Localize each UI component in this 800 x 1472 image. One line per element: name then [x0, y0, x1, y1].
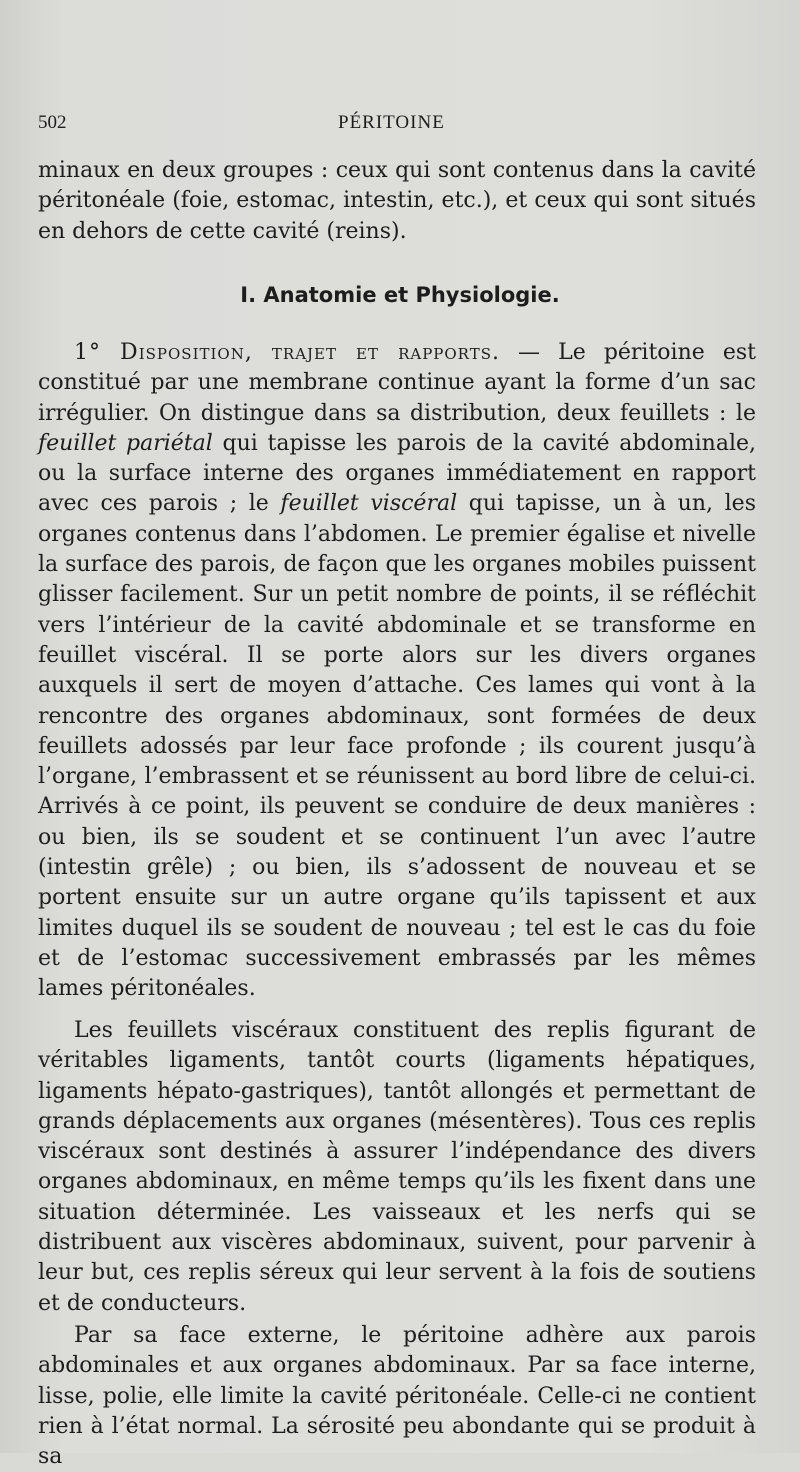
- paragraph-continuation: [38, 156, 756, 247]
- paragraph-text: Les feuillets viscéraux constituent des replis figurant de véritables ligaments, tantôt courts (ligaments hépatiques, ligaments hépato-gastriques), tantôt allongés et permettant de grands déplacements aux organes (mésentères). Tous ces replis viscéraux sont destinés à assurer l’indépendance des divers organes abdominaux, en même temps qu’ils les fixent dans une situation déterminée. Les vaisseaux et les nerfs qui se distribuent aux viscères abdominaux, suivent, pour parvenir à leur but, ces replis séreux qui leur servent à la fois de soutiens et de conducteurs.: [38, 1018, 756, 1316]
- text-run: qui tapisse, un à un, les organes contenus dans l’abdomen. Le premier égalise et nivelle la surface des parois, de façon que les organes mobiles puissent glisser facilement. Sur un petit nombre de points, il se réfléchit vers l’intérieur de la cavité abdominale et se transforme en feuillet viscéral. Il se porte alors sur les divers organes auxquels il sert de moyen d’attache. Ces lames qui vont à la rencontre des organes abdominaux, sont formées de deux feuillets adossés par leur face profonde ; ils courent jusqu’à l’organe, l’embrassent et se réunissent au bord libre de celui-ci. Arrivés à ce point, ils peuvent se conduire de deux manières : ou bien, ils se soudent et se continuent l’un avec l’autre (intestin grêle) ; ou bien, ils s’adossent de nouveau et se portent ensuite sur un autre organe qu’ils tapissent et aux limites duquel ils se soudent de nouveau ; tel est le cas du foie et de l’estomac successivement embrassés par les mêmes lames péritonéales.: [38, 491, 756, 1002]
- term-italic: feuillet viscéral: [280, 491, 458, 517]
- paragraph-feuillets: [38, 1016, 756, 1319]
- term-italic: feuillet pariétal: [38, 430, 213, 456]
- text-run: Le péritoine est constitué par une membrane continue ayant la forme d’un sac irrégulier. On distingue dans sa distribution, deux feuillets : le: [38, 340, 756, 426]
- running-head: PÉRITOINE: [338, 112, 445, 133]
- paragraph-text: minaux en deux groupes : ceux qui sont contenus dans la cavité péritonéale (foie, estomac, intestin, etc.), et ceux qui sont situés en dehors de cette cavité (reins).: [38, 158, 756, 244]
- subsection-title: 1° Disposition, trajet et rapports.: [74, 340, 500, 365]
- paragraph-face-externe: [38, 1321, 756, 1472]
- page-number: 502: [38, 112, 67, 133]
- page-header: [38, 112, 760, 142]
- paragraph-body: [38, 338, 756, 1005]
- dash: —: [500, 340, 559, 365]
- text-run: qui tapisse les parois de la cavité abdominale, ou la surface interne des organes immédiatement en rapport avec ces parois ; le: [38, 430, 756, 517]
- paragraph-text: Par sa face externe, le péritoine adhère aux parois abdominales et aux organes abdominaux. Par sa face interne, lisse, polie, elle limite la cavité péritonéale. Celle-ci ne contient rien à l’état normal. La sérosité peu abondante qui se produit à sa: [38, 1323, 756, 1470]
- paragraph-disposition: [38, 338, 756, 1005]
- section-heading: I. Anatomie et Physiologie.: [240, 283, 560, 307]
